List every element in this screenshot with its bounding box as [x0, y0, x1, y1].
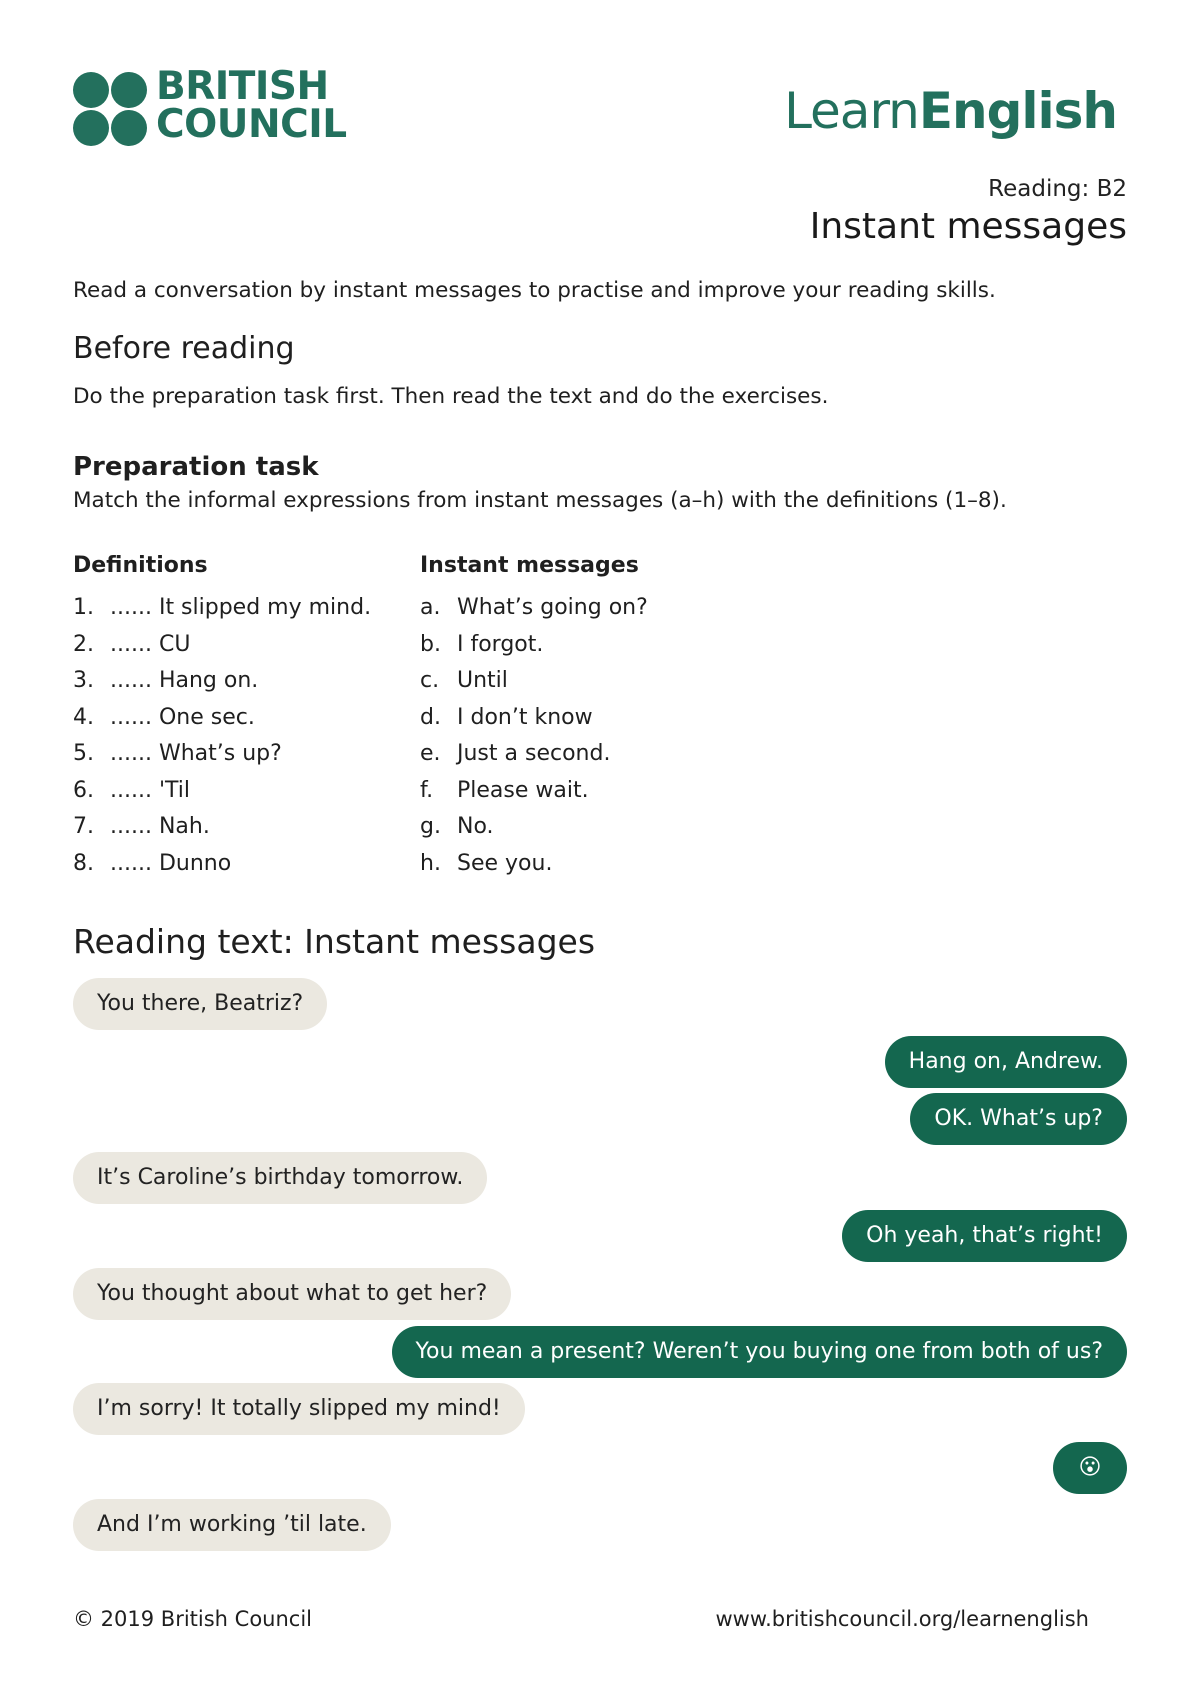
instant-messages-heading: Instant messages — [420, 553, 639, 578]
surprised-face-icon: 😮 — [1053, 1442, 1127, 1494]
list-item: f. Please wait. — [420, 777, 589, 803]
worksheet-page — [73, 0, 1127, 1696]
chat-bubble-received: I’m sorry! It totally slipped my mind! — [73, 1383, 525, 1435]
preparation-task-heading: Preparation task — [73, 452, 319, 482]
chat-bubble-sent: OK. What’s up? — [910, 1093, 1127, 1145]
list-item: 1. ...... It slipped my mind. — [73, 595, 372, 620]
list-item: e. Just a second. — [420, 741, 611, 766]
footer-url: www.britishcouncil.org/learnenglish — [715, 1607, 1089, 1631]
chat-bubble-sent: Oh yeah, that’s right! — [842, 1210, 1127, 1262]
list-item: 5. ...... What’s up? — [73, 741, 282, 766]
chat-bubble-received: And I’m working ’til late. — [73, 1499, 391, 1551]
before-reading-text: Do the preparation task first. Then read the text and do the exercises. — [73, 384, 829, 409]
british-council-wordmark: BRITISH COUNCIL — [156, 64, 347, 147]
instant-messages-list — [420, 590, 648, 882]
preparation-task-text: Match the informal expressions from instant messages (a–h) with the definitions (1–8). — [73, 488, 1007, 513]
chat-bubble-received: You thought about what to get her? — [73, 1268, 511, 1320]
list-item: 2. ...... CU — [73, 631, 191, 657]
chat-bubble-received: It’s Caroline’s birthday tomorrow. — [73, 1152, 487, 1204]
definitions-heading: Definitions — [73, 553, 208, 578]
intro-text: Read a conversation by instant messages to practise and improve your reading skills. — [73, 278, 996, 303]
british-council-dots-icon — [73, 72, 147, 146]
list-item: g. No. — [420, 814, 494, 839]
list-item: b. I forgot. — [420, 631, 544, 657]
list-item: 3. ...... Hang on. — [73, 668, 259, 693]
page-title: Instant messages — [809, 206, 1127, 247]
chat-bubble-received: You there, Beatriz? — [73, 978, 327, 1030]
list-item: c. Until — [420, 668, 508, 693]
definitions-list — [73, 590, 371, 882]
list-item: 4. ...... One sec. — [73, 704, 255, 730]
before-reading-heading: Before reading — [73, 331, 295, 366]
chat-bubble-sent: You mean a present? Weren’t you buying one from both of us? — [392, 1326, 1127, 1378]
list-item: 8. ...... Dunno — [73, 850, 232, 876]
chat-bubble-sent: Hang on, Andrew. — [885, 1036, 1127, 1088]
learnenglish-logo: LearnEnglish — [784, 82, 1117, 140]
list-item: a. What’s going on? — [420, 595, 648, 620]
reading-text-heading: Reading text: Instant messages — [73, 922, 596, 961]
list-item: 6. ...... 'Til — [73, 777, 190, 803]
british-council-logo — [73, 64, 347, 152]
list-item: h. See you. — [420, 850, 553, 876]
level-label: Reading: B2 — [988, 176, 1127, 202]
list-item: d. I don’t know — [420, 704, 593, 730]
copyright-text: © 2019 British Council — [73, 1607, 313, 1631]
list-item: 7. ...... Nah. — [73, 814, 210, 839]
